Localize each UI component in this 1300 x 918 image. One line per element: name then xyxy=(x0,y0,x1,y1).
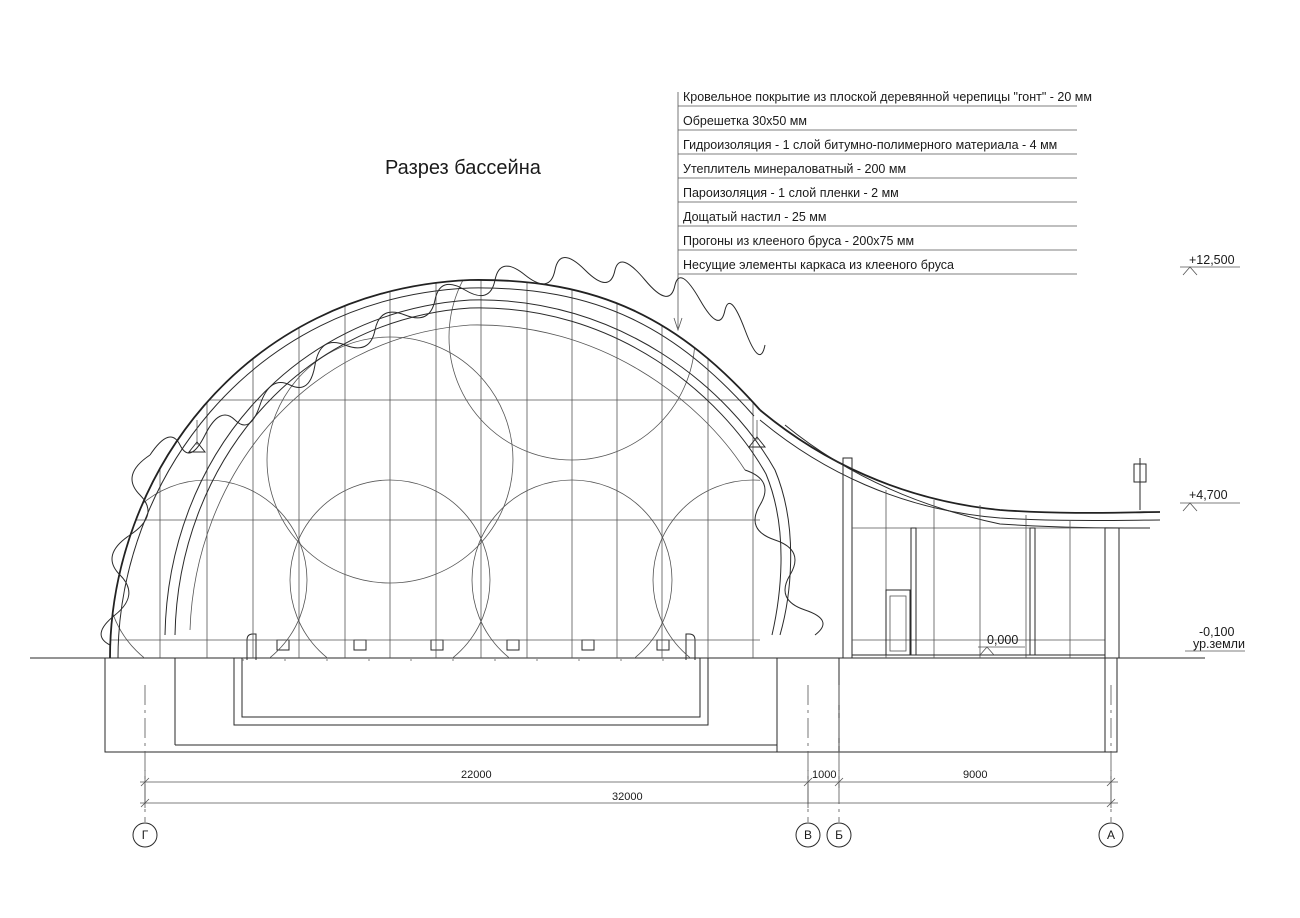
level-floor-marker xyxy=(980,647,994,655)
foundation-block xyxy=(105,658,1117,752)
axis-label-g: Г xyxy=(141,828,149,842)
wave-ornament-top xyxy=(150,258,765,456)
wave-ornament-right xyxy=(745,470,823,635)
pool-basin-inner xyxy=(242,658,700,717)
annex-roof-top xyxy=(760,410,1160,513)
pool-nozzles xyxy=(277,640,669,650)
pool-ladder-right xyxy=(686,634,695,660)
annex-roof xyxy=(760,410,1160,528)
level-floor-label: 0,000 xyxy=(987,633,1019,647)
annex-door xyxy=(886,590,910,655)
level-eave-label: +4,700 xyxy=(1189,488,1228,502)
axis-label-a: А xyxy=(1106,828,1116,842)
dimension-span-3: 9000 xyxy=(963,769,988,781)
dimension-span-1: 22000 xyxy=(461,769,492,781)
layer-text-5: Пароизоляция - 1 слой пленки - 2 мм xyxy=(683,186,899,200)
nozzle xyxy=(582,640,594,650)
annex-partition-2 xyxy=(1030,528,1035,655)
dome-arches xyxy=(110,280,791,658)
dimension-total: 32000 xyxy=(612,791,643,803)
axis-bubbles xyxy=(133,823,1123,847)
layer-text-6: Дощатый настил - 25 мм xyxy=(683,210,827,224)
axis-label-b: Б xyxy=(835,828,843,842)
pool-basin xyxy=(234,634,708,725)
nozzle xyxy=(657,640,669,650)
annex-partition-1 xyxy=(911,528,916,655)
layer-text-8: Несущие элементы каркаса из клееного бруса xyxy=(683,258,955,272)
drawing-title: Разрез бассейна xyxy=(385,157,541,179)
annex-door-panel xyxy=(890,596,906,651)
level-ground-label: -0,100 xyxy=(1199,625,1235,639)
dome-arcs xyxy=(107,214,853,680)
dimension-chains xyxy=(140,769,1118,808)
annex-wall-a xyxy=(1105,528,1119,658)
layer-text-1: Кровельное покрытие из плоской деревянной черепицы "гонт" - 20 мм xyxy=(683,90,1092,104)
layer-text-4: Утеплитель минераловатный - 200 мм xyxy=(683,162,907,176)
annex-roof-under xyxy=(760,420,1160,521)
wave-ornament xyxy=(101,258,823,646)
level-eave-marker xyxy=(1183,503,1197,511)
level-top-label: +12,500 xyxy=(1189,253,1235,267)
level-marks xyxy=(978,253,1245,655)
layer-spec-list xyxy=(674,90,1092,330)
hanging-lamps xyxy=(189,420,765,452)
nozzle xyxy=(507,640,519,650)
foundation xyxy=(105,658,1117,752)
pool-ladder-left xyxy=(247,634,256,660)
annex-wall-b xyxy=(843,458,852,658)
nozzle xyxy=(431,640,443,650)
dimension-span-2: 1000 xyxy=(812,769,837,781)
level-top-marker xyxy=(1183,267,1197,275)
annex-walls xyxy=(843,458,1119,658)
layer-text-3: Гидроизоляция - 1 слой битумно-полимерного материала - 4 мм xyxy=(683,138,1058,152)
layer-text-2: Обрешетка 30х50 мм xyxy=(683,114,807,128)
layer-text-7: Прогоны из клееного бруса - 200х75 мм xyxy=(683,234,915,248)
axis-label-v: В xyxy=(803,828,813,842)
dome-inner-arch-2 xyxy=(175,308,781,635)
level-ground-caption: ур.земли xyxy=(1193,637,1245,651)
pool-basin-outer xyxy=(234,658,708,725)
nozzle xyxy=(354,640,366,650)
